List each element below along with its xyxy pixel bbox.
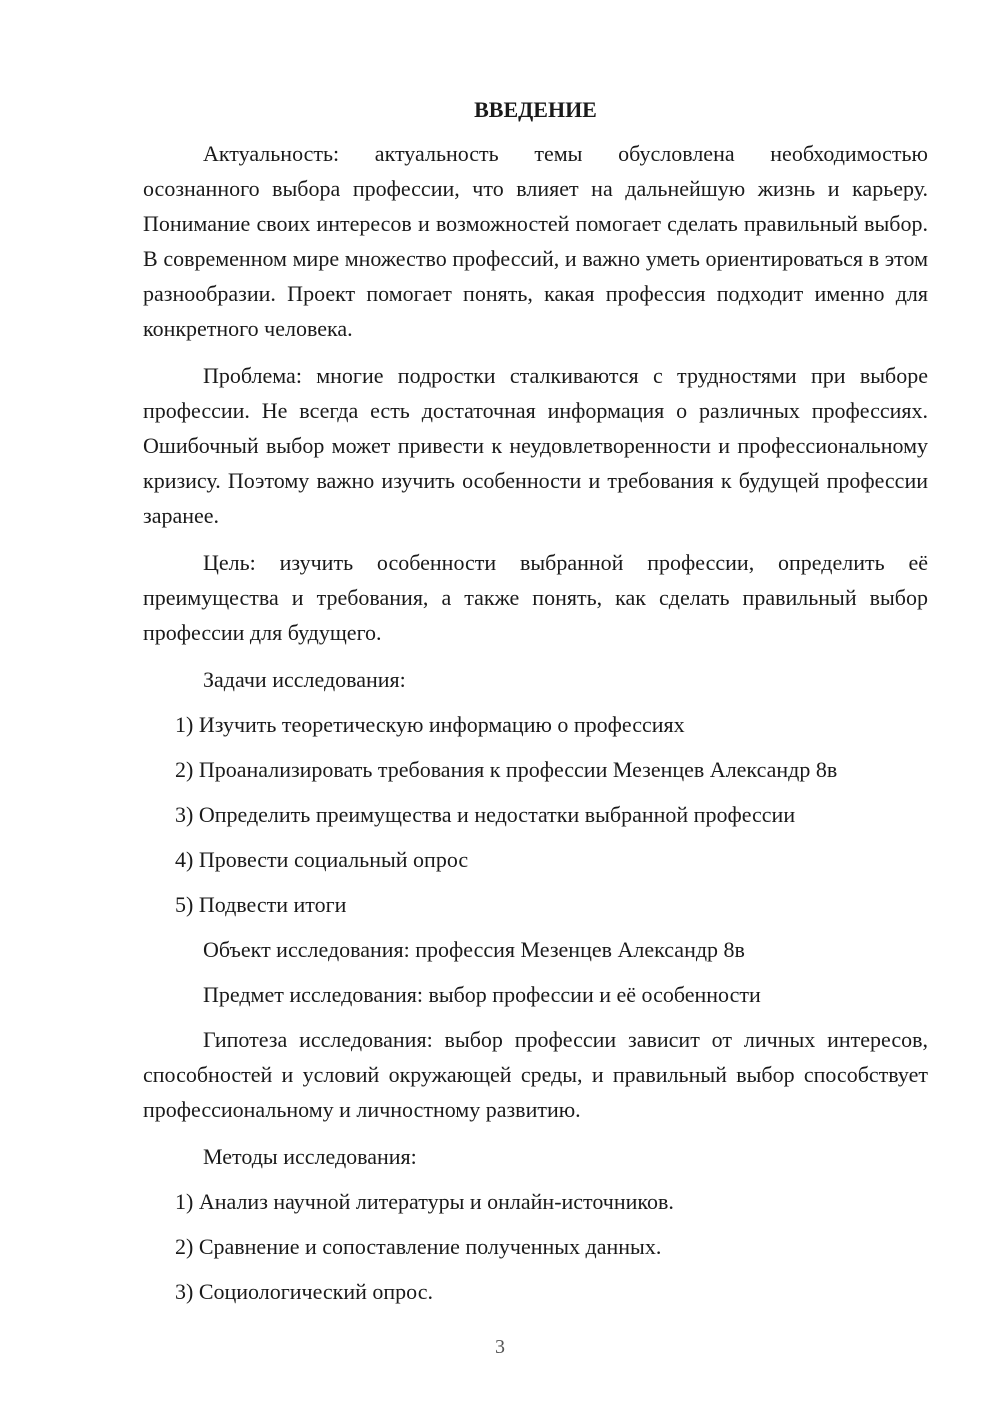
goal-paragraph: Цель: изучить особенности выбранной профессии, определить её преимущества и требования, а также понять, как сделать правильный выбор профессии для будущего. xyxy=(143,550,928,645)
method-item: 1) Анализ научной литературы и онлайн-источников. xyxy=(175,1189,674,1214)
research-subject: Предмет исследования: выбор профессии и её особенности xyxy=(203,982,761,1007)
problem-paragraph: Проблема: многие подростки сталкиваются с трудностями при выборе профессии. Не всегда есть достаточная информация о различных профессиях. Ошибочный выбор может привести к неудовлетворенности и профессиональному кризису. Поэтому важно изучить особенности и требования к будущей профессии заранее. xyxy=(143,363,928,528)
task-item: 5) Подвести итоги xyxy=(175,892,347,917)
research-object: Объект исследования: профессия Мезенцев Александр 8в xyxy=(203,937,745,962)
section-heading: ВВЕДЕНИЕ xyxy=(474,97,597,122)
methods-title: Методы исследования: xyxy=(203,1144,417,1169)
task-item: 4) Провести социальный опрос xyxy=(175,847,469,872)
task-item: 1) Изучить теоретическую информацию о профессиях xyxy=(175,712,685,737)
tasks-title: Задачи исследования: xyxy=(203,667,406,692)
relevance-paragraph: Актуальность: актуальность темы обусловлена необходимостью осознанного выбора профессии, что влияет на дальнейшую жизнь и карьеру. Понимание своих интересов и возможностей помогает сделать правильный выбор. В современном мире множество профессий, и важно уметь ориентироваться в этом разнообразии. Проект помогает понять, какая профессия подходит именно для конкретного человека. xyxy=(143,141,928,341)
document-page xyxy=(143,94,928,1319)
hypothesis-paragraph: Гипотеза исследования: выбор профессии зависит от личных интересов, способностей и условий окружающей среды, и правильный выбор способствует профессиональному и личностному развитию. xyxy=(143,1027,928,1122)
method-item: 3) Социологический опрос. xyxy=(175,1279,433,1304)
task-item: 3) Определить преимущества и недостатки выбранной профессии xyxy=(175,802,796,827)
task-item: 2) Проанализировать требования к профессии Мезенцев Александр 8в xyxy=(175,757,838,782)
method-item: 2) Сравнение и сопоставление полученных данных. xyxy=(175,1234,662,1259)
page-number: 3 xyxy=(495,1336,505,1358)
